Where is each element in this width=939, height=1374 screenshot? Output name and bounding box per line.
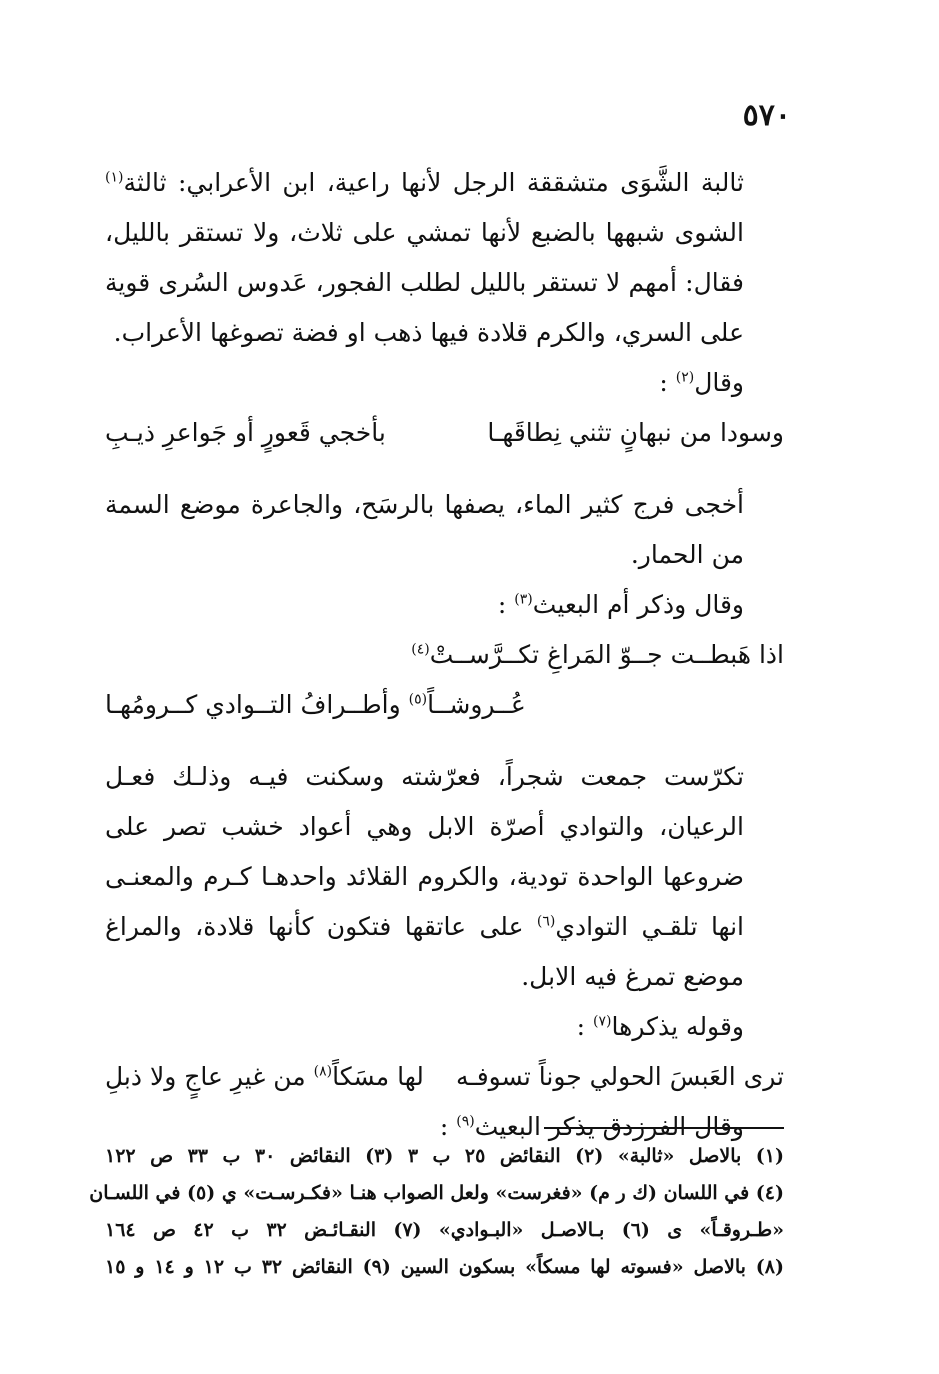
colon: : bbox=[497, 590, 507, 619]
footnote-line: (٤) في اللسان (ك ر م) «فغرست» ولعل الصواب هنـا «فكـرسـت» ي (٥) في اللسـان bbox=[89, 1182, 784, 1204]
text-line: من الحمار. bbox=[630, 540, 744, 569]
text-line: ثالبة الشَّوَى متشققة الرجل لأنها راعية، ابن الأعرابي: ثالثة bbox=[123, 168, 744, 197]
hemistich-second: بأخجي قَعورٍ أو جَواعرِ ذيـبِ bbox=[105, 418, 386, 447]
hemistich-second bbox=[105, 680, 526, 730]
hemistich-first: ترى العَبسَ الحولي جوناً تسوفـه bbox=[455, 1062, 784, 1091]
colon: : bbox=[659, 368, 668, 397]
footnote-divider bbox=[544, 1127, 784, 1129]
footnote-ref: (٢) bbox=[675, 369, 695, 386]
verse-2-second bbox=[105, 680, 784, 730]
footnote-ref: (٩) bbox=[456, 1113, 475, 1130]
paragraph-3 bbox=[105, 752, 784, 1002]
spacer bbox=[105, 458, 784, 480]
verse-text: اذا هَبطــت جــوّ المَراغِ تكــرَّســتْ bbox=[429, 640, 784, 669]
footnote-line: (٨) بالاصل «فسوته لها مسكاً» بسكون السين (٩) النقائض ٣٢ ب ١٢ و ١٤ و ١٥ bbox=[105, 1256, 785, 1278]
footnotes bbox=[89, 1138, 785, 1286]
intro-2 bbox=[105, 358, 784, 408]
colon: : bbox=[439, 1112, 449, 1141]
body-text bbox=[105, 158, 784, 1152]
footnote-ref: (٨) bbox=[313, 1063, 333, 1080]
text-line: الواحدة تودية، والكروم القلائد واحدهـا كـرم والمعنـى انها تلقـي bbox=[105, 862, 744, 941]
text-line: الشوى شبهها بالضبع لأنها تمشي على ثلاث، ولا تستقر بالليل، bbox=[105, 218, 744, 247]
text-line: أخجى فرج كثير الماء، يصفها بالرسَح، والجاعرة موضع السمة bbox=[105, 490, 744, 519]
colon: : bbox=[576, 1012, 586, 1041]
hemistich-second bbox=[105, 1052, 424, 1102]
footnote-ref: (٧) bbox=[593, 1013, 612, 1030]
text-line: تكرّست جمعت شجراً، فعرّشته وسكنت فيـه وذلـك فعـل bbox=[105, 762, 744, 791]
footnote-ref: (٤) bbox=[411, 641, 430, 658]
hemistich-first bbox=[411, 630, 784, 680]
hemistich-first: وسودا من نبهانٍ تثني نِطاقَهـا bbox=[487, 418, 784, 447]
text-line: السري، والكرم قلادة فيها ذهب او فضة تصوغها الأعراب. bbox=[113, 318, 693, 347]
paragraph-2 bbox=[105, 480, 784, 580]
footnote-ref: (٥) bbox=[408, 691, 428, 708]
paragraph-1 bbox=[105, 158, 784, 358]
intro-text: وقوله يذكرها bbox=[611, 1012, 744, 1041]
text-line: الابل. bbox=[521, 962, 577, 991]
intro-text: وقال bbox=[694, 368, 744, 397]
intro-text: وقال وذكر أم البعيث bbox=[532, 590, 744, 619]
text-line: الرعيان، والتوادي أصرّة الابل وهي أعواد خشب تصر على ضروعها bbox=[105, 812, 744, 891]
intro-text: وقال الفرزدق يذكر البعيث bbox=[474, 1112, 744, 1141]
verse-text: لها مسَكاً bbox=[332, 1062, 424, 1091]
intro-3 bbox=[105, 580, 784, 630]
page-number: ٥٧٠ bbox=[742, 98, 791, 133]
spacer bbox=[105, 730, 784, 752]
footnote-line: «طـروقـاً» ى (٦) بـالاصـل «البـوادي» (٧) النقـائـض ٣٢ ب ٤٢ ص ١٦٤ bbox=[105, 1219, 784, 1241]
verse-3 bbox=[105, 1052, 784, 1102]
footnote-line: (١) بالاصل «ثالبة» (٢) النقائض ٢٥ ب ٣ (٣) النقائض ٣٠ ب ٣٣ ص ١٢٢ bbox=[105, 1145, 784, 1167]
footnote-ref: (٦) bbox=[536, 913, 556, 930]
footnote-ref: (١) bbox=[105, 169, 124, 186]
verse-2-first bbox=[105, 630, 784, 680]
footnote-ref: (٣) bbox=[514, 591, 533, 608]
verse-1 bbox=[105, 408, 784, 458]
verse-text: عُــروشــاً bbox=[427, 690, 526, 719]
verse-text: من غيرِ عاجٍ ولا ذبلِ bbox=[105, 1062, 306, 1091]
intro-4 bbox=[105, 1002, 784, 1052]
text-line: فقال: أمهم لا تستقر بالليل لطلب الفجور، عَدوس السُرى قوية على bbox=[105, 268, 744, 347]
verse-text: وأطــرافُ التــوادي كــرومُهـا bbox=[105, 690, 401, 719]
text-line: التوادي bbox=[555, 912, 629, 941]
text-line: على عاتقها فتكون كأنها قلادة، والمراغ موضع تمرغ فيه bbox=[105, 912, 744, 991]
